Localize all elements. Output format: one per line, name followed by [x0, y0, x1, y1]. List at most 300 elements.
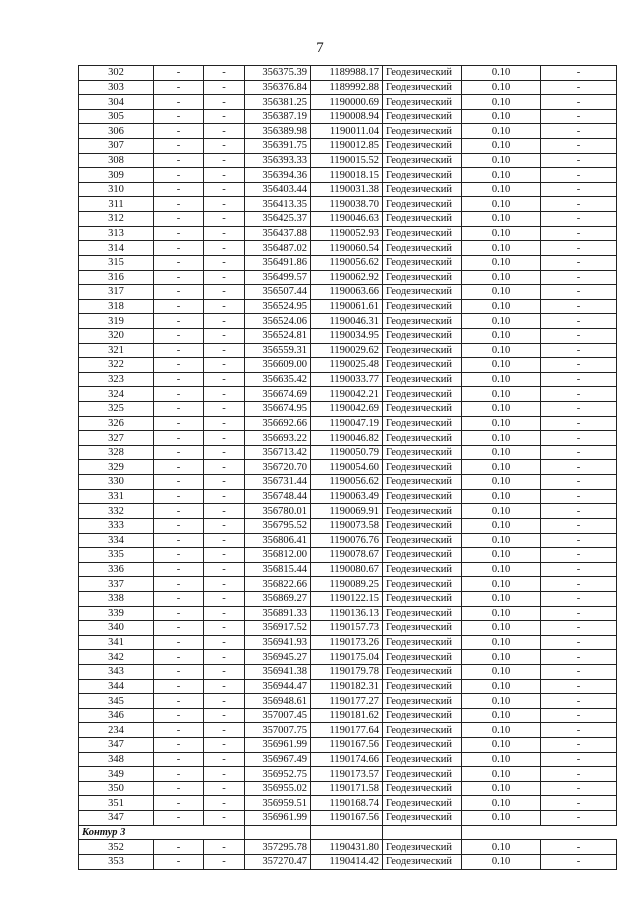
- y-coordinate-cell: 1190031.38: [311, 182, 383, 197]
- method-cell: Геодезический: [383, 811, 462, 826]
- dash-cell: -: [541, 533, 617, 548]
- dash-cell: -: [204, 518, 245, 533]
- method-cell: Геодезический: [383, 416, 462, 431]
- dash-cell: -: [154, 460, 204, 475]
- dash-cell: -: [204, 168, 245, 183]
- accuracy-cell: 0.10: [462, 168, 541, 183]
- dash-cell: -: [541, 299, 617, 314]
- table-row: [79, 80, 617, 95]
- y-coordinate-cell: 1190179.78: [311, 664, 383, 679]
- dash-cell: -: [541, 562, 617, 577]
- point-number-cell: 234: [79, 723, 154, 738]
- dash-cell: -: [541, 548, 617, 563]
- dash-cell: -: [204, 562, 245, 577]
- table-row: [79, 854, 617, 869]
- dash-cell: -: [541, 445, 617, 460]
- x-coordinate-cell: 356394.36: [245, 168, 311, 183]
- x-coordinate-cell: 356425.37: [245, 212, 311, 227]
- dash-cell: -: [154, 285, 204, 300]
- method-cell: Геодезический: [383, 475, 462, 490]
- accuracy-cell: 0.10: [462, 738, 541, 753]
- table-row: [79, 694, 617, 709]
- y-coordinate-cell: 1189988.17: [311, 66, 383, 81]
- point-number-cell: 308: [79, 153, 154, 168]
- method-cell: Геодезический: [383, 109, 462, 124]
- table-row: [79, 182, 617, 197]
- accuracy-cell: 0.10: [462, 343, 541, 358]
- x-coordinate-cell: 356815.44: [245, 562, 311, 577]
- table-row: [79, 664, 617, 679]
- dash-cell: -: [204, 460, 245, 475]
- y-coordinate-cell: 1190042.69: [311, 402, 383, 417]
- x-coordinate-cell: 356391.75: [245, 139, 311, 154]
- y-coordinate-cell: 1190157.73: [311, 621, 383, 636]
- x-coordinate-cell: 356693.22: [245, 431, 311, 446]
- method-cell: Геодезический: [383, 723, 462, 738]
- table-row: [79, 781, 617, 796]
- dash-cell: -: [154, 343, 204, 358]
- y-coordinate-cell: 1190015.52: [311, 153, 383, 168]
- y-coordinate-cell: 1190062.92: [311, 270, 383, 285]
- dash-cell: -: [541, 124, 617, 139]
- accuracy-cell: 0.10: [462, 694, 541, 709]
- y-coordinate-cell: 1190168.74: [311, 796, 383, 811]
- dash-cell: -: [204, 767, 245, 782]
- point-number-cell: 306: [79, 124, 154, 139]
- dash-cell: -: [154, 591, 204, 606]
- x-coordinate-cell: 356713.42: [245, 445, 311, 460]
- table-row: [79, 679, 617, 694]
- dash-cell: -: [541, 650, 617, 665]
- x-coordinate-cell: 356487.02: [245, 241, 311, 256]
- dash-cell: -: [154, 402, 204, 417]
- x-coordinate-cell: 356955.02: [245, 781, 311, 796]
- y-coordinate-cell: 1190047.19: [311, 416, 383, 431]
- empty-cell: [311, 825, 383, 840]
- x-coordinate-cell: 357007.45: [245, 708, 311, 723]
- dash-cell: -: [541, 577, 617, 592]
- point-number-cell: 313: [79, 226, 154, 241]
- accuracy-cell: 0.10: [462, 635, 541, 650]
- dash-cell: -: [204, 606, 245, 621]
- dash-cell: -: [154, 328, 204, 343]
- dash-cell: -: [541, 752, 617, 767]
- dash-cell: -: [541, 241, 617, 256]
- point-number-cell: 307: [79, 139, 154, 154]
- accuracy-cell: 0.10: [462, 402, 541, 417]
- dash-cell: -: [204, 723, 245, 738]
- x-coordinate-cell: 356720.70: [245, 460, 311, 475]
- method-cell: Геодезический: [383, 854, 462, 869]
- accuracy-cell: 0.10: [462, 854, 541, 869]
- x-coordinate-cell: 356609.00: [245, 358, 311, 373]
- dash-cell: -: [541, 285, 617, 300]
- dash-cell: -: [541, 694, 617, 709]
- method-cell: Геодезический: [383, 577, 462, 592]
- y-coordinate-cell: 1190175.04: [311, 650, 383, 665]
- table-row: [79, 475, 617, 490]
- point-number-cell: 348: [79, 752, 154, 767]
- table-row: [79, 460, 617, 475]
- y-coordinate-cell: 1190052.93: [311, 226, 383, 241]
- y-coordinate-cell: 1190171.58: [311, 781, 383, 796]
- dash-cell: -: [204, 358, 245, 373]
- y-coordinate-cell: 1189992.88: [311, 80, 383, 95]
- dash-cell: -: [541, 489, 617, 504]
- dash-cell: -: [541, 153, 617, 168]
- x-coordinate-cell: 356499.57: [245, 270, 311, 285]
- point-number-cell: 310: [79, 182, 154, 197]
- method-cell: Геодезический: [383, 168, 462, 183]
- method-cell: Геодезический: [383, 781, 462, 796]
- y-coordinate-cell: 1190056.62: [311, 475, 383, 490]
- method-cell: Геодезический: [383, 387, 462, 402]
- dash-cell: -: [204, 299, 245, 314]
- x-coordinate-cell: 356381.25: [245, 95, 311, 110]
- table-row: [79, 533, 617, 548]
- dash-cell: -: [541, 664, 617, 679]
- accuracy-cell: 0.10: [462, 124, 541, 139]
- method-cell: Геодезический: [383, 708, 462, 723]
- method-cell: Геодезический: [383, 445, 462, 460]
- accuracy-cell: 0.10: [462, 445, 541, 460]
- y-coordinate-cell: 1190069.91: [311, 504, 383, 519]
- y-coordinate-cell: 1190061.61: [311, 299, 383, 314]
- x-coordinate-cell: 356491.86: [245, 255, 311, 270]
- point-number-cell: 352: [79, 840, 154, 855]
- point-number-cell: 344: [79, 679, 154, 694]
- dash-cell: -: [204, 314, 245, 329]
- dash-cell: -: [204, 285, 245, 300]
- x-coordinate-cell: 356812.00: [245, 548, 311, 563]
- dash-cell: -: [541, 635, 617, 650]
- point-number-cell: 349: [79, 767, 154, 782]
- x-coordinate-cell: 356674.95: [245, 402, 311, 417]
- dash-cell: -: [154, 416, 204, 431]
- y-coordinate-cell: 1190033.77: [311, 372, 383, 387]
- dash-cell: -: [204, 752, 245, 767]
- table-row: [79, 314, 617, 329]
- coordinates-table: [78, 65, 617, 870]
- dash-cell: -: [204, 577, 245, 592]
- accuracy-cell: 0.10: [462, 80, 541, 95]
- table-row: [79, 328, 617, 343]
- table-row: [79, 752, 617, 767]
- method-cell: Геодезический: [383, 139, 462, 154]
- point-number-cell: 346: [79, 708, 154, 723]
- accuracy-cell: 0.10: [462, 577, 541, 592]
- method-cell: Геодезический: [383, 372, 462, 387]
- y-coordinate-cell: 1190089.25: [311, 577, 383, 592]
- method-cell: Геодезический: [383, 328, 462, 343]
- table-row: [79, 197, 617, 212]
- table-row: [79, 431, 617, 446]
- y-coordinate-cell: 1190080.67: [311, 562, 383, 577]
- dash-cell: -: [204, 475, 245, 490]
- accuracy-cell: 0.10: [462, 460, 541, 475]
- accuracy-cell: 0.10: [462, 708, 541, 723]
- y-coordinate-cell: 1190034.95: [311, 328, 383, 343]
- accuracy-cell: 0.10: [462, 475, 541, 490]
- y-coordinate-cell: 1190078.67: [311, 548, 383, 563]
- table-row: [79, 562, 617, 577]
- point-number-cell: 314: [79, 241, 154, 256]
- method-cell: Геодезический: [383, 95, 462, 110]
- table-row: [79, 621, 617, 636]
- table-row: [79, 738, 617, 753]
- table-row: [79, 445, 617, 460]
- y-coordinate-cell: 1190038.70: [311, 197, 383, 212]
- accuracy-cell: 0.10: [462, 372, 541, 387]
- table-row: [79, 650, 617, 665]
- table-row: [79, 124, 617, 139]
- table-row: [79, 606, 617, 621]
- dash-cell: -: [154, 475, 204, 490]
- y-coordinate-cell: 1190122.15: [311, 591, 383, 606]
- accuracy-cell: 0.10: [462, 270, 541, 285]
- point-number-cell: 316: [79, 270, 154, 285]
- dash-cell: -: [204, 343, 245, 358]
- dash-cell: -: [204, 591, 245, 606]
- point-number-cell: 328: [79, 445, 154, 460]
- dash-cell: -: [154, 577, 204, 592]
- dash-cell: -: [541, 358, 617, 373]
- point-number-cell: 342: [79, 650, 154, 665]
- dash-cell: -: [154, 811, 204, 826]
- y-coordinate-cell: 1190054.60: [311, 460, 383, 475]
- point-number-cell: 320: [79, 328, 154, 343]
- dash-cell: -: [541, 109, 617, 124]
- y-coordinate-cell: 1190042.21: [311, 387, 383, 402]
- dash-cell: -: [154, 124, 204, 139]
- accuracy-cell: 0.10: [462, 139, 541, 154]
- point-number-cell: 305: [79, 109, 154, 124]
- method-cell: Геодезический: [383, 752, 462, 767]
- table-row: [79, 518, 617, 533]
- dash-cell: -: [204, 241, 245, 256]
- dash-cell: -: [154, 548, 204, 563]
- point-number-cell: 325: [79, 402, 154, 417]
- point-number-cell: 350: [79, 781, 154, 796]
- dash-cell: -: [541, 708, 617, 723]
- table-row: [79, 139, 617, 154]
- dash-cell: -: [204, 679, 245, 694]
- method-cell: Геодезический: [383, 358, 462, 373]
- accuracy-cell: 0.10: [462, 66, 541, 81]
- dash-cell: -: [204, 533, 245, 548]
- point-number-cell: 334: [79, 533, 154, 548]
- method-cell: Геодезический: [383, 621, 462, 636]
- point-number-cell: 311: [79, 197, 154, 212]
- dash-cell: -: [541, 679, 617, 694]
- dash-cell: -: [541, 212, 617, 227]
- dash-cell: -: [541, 781, 617, 796]
- accuracy-cell: 0.10: [462, 182, 541, 197]
- x-coordinate-cell: 356387.19: [245, 109, 311, 124]
- accuracy-cell: 0.10: [462, 328, 541, 343]
- page-number: 7: [316, 40, 324, 56]
- table-row: [79, 504, 617, 519]
- table-row: [79, 255, 617, 270]
- point-number-cell: 332: [79, 504, 154, 519]
- accuracy-cell: 0.10: [462, 562, 541, 577]
- accuracy-cell: 0.10: [462, 650, 541, 665]
- y-coordinate-cell: 1190056.62: [311, 255, 383, 270]
- accuracy-cell: 0.10: [462, 606, 541, 621]
- accuracy-cell: 0.10: [462, 518, 541, 533]
- dash-cell: -: [541, 591, 617, 606]
- dash-cell: -: [154, 372, 204, 387]
- accuracy-cell: 0.10: [462, 489, 541, 504]
- x-coordinate-cell: 356961.99: [245, 811, 311, 826]
- dash-cell: -: [204, 489, 245, 504]
- point-number-cell: 340: [79, 621, 154, 636]
- y-coordinate-cell: 1190046.63: [311, 212, 383, 227]
- point-number-cell: 333: [79, 518, 154, 533]
- y-coordinate-cell: 1190046.31: [311, 314, 383, 329]
- dash-cell: -: [154, 182, 204, 197]
- x-coordinate-cell: 356375.39: [245, 66, 311, 81]
- x-coordinate-cell: 356413.35: [245, 197, 311, 212]
- point-number-cell: 338: [79, 591, 154, 606]
- point-number-cell: 339: [79, 606, 154, 621]
- table-row: [79, 708, 617, 723]
- accuracy-cell: 0.10: [462, 664, 541, 679]
- table-row: [79, 387, 617, 402]
- y-coordinate-cell: 1190008.94: [311, 109, 383, 124]
- accuracy-cell: 0.10: [462, 197, 541, 212]
- dash-cell: -: [154, 694, 204, 709]
- method-cell: Геодезический: [383, 840, 462, 855]
- dash-cell: -: [154, 66, 204, 81]
- point-number-cell: 341: [79, 635, 154, 650]
- dash-cell: -: [204, 402, 245, 417]
- accuracy-cell: 0.10: [462, 840, 541, 855]
- table-row: [79, 577, 617, 592]
- accuracy-cell: 0.10: [462, 314, 541, 329]
- x-coordinate-cell: 356917.52: [245, 621, 311, 636]
- dash-cell: -: [541, 168, 617, 183]
- method-cell: Геодезический: [383, 504, 462, 519]
- dash-cell: -: [154, 781, 204, 796]
- table-row: [79, 796, 617, 811]
- dash-cell: -: [154, 533, 204, 548]
- table-row: [79, 270, 617, 285]
- dash-cell: -: [204, 197, 245, 212]
- table-row: [79, 811, 617, 826]
- dash-cell: -: [154, 314, 204, 329]
- table-row: [79, 767, 617, 782]
- dash-cell: -: [154, 767, 204, 782]
- accuracy-cell: 0.10: [462, 752, 541, 767]
- point-number-cell: 347: [79, 738, 154, 753]
- empty-cell: [383, 825, 462, 840]
- dash-cell: -: [541, 314, 617, 329]
- accuracy-cell: 0.10: [462, 621, 541, 636]
- y-coordinate-cell: 1190029.62: [311, 343, 383, 358]
- table-row: [79, 168, 617, 183]
- dash-cell: -: [154, 387, 204, 402]
- dash-cell: -: [541, 197, 617, 212]
- point-number-cell: 335: [79, 548, 154, 563]
- dash-cell: -: [154, 518, 204, 533]
- dash-cell: -: [154, 139, 204, 154]
- dash-cell: -: [541, 723, 617, 738]
- point-number-cell: 315: [79, 255, 154, 270]
- accuracy-cell: 0.10: [462, 811, 541, 826]
- table-row: [79, 416, 617, 431]
- point-number-cell: 330: [79, 475, 154, 490]
- method-cell: Геодезический: [383, 738, 462, 753]
- x-coordinate-cell: 356945.27: [245, 650, 311, 665]
- dash-cell: -: [154, 796, 204, 811]
- method-cell: Геодезический: [383, 591, 462, 606]
- x-coordinate-cell: 356389.98: [245, 124, 311, 139]
- dash-cell: -: [154, 109, 204, 124]
- y-coordinate-cell: 1190011.04: [311, 124, 383, 139]
- x-coordinate-cell: 356376.84: [245, 80, 311, 95]
- method-cell: Геодезический: [383, 533, 462, 548]
- point-number-cell: 317: [79, 285, 154, 300]
- dash-cell: -: [541, 182, 617, 197]
- dash-cell: -: [154, 270, 204, 285]
- dash-cell: -: [204, 372, 245, 387]
- accuracy-cell: 0.10: [462, 416, 541, 431]
- x-coordinate-cell: 356795.52: [245, 518, 311, 533]
- dash-cell: -: [541, 416, 617, 431]
- method-cell: Геодезический: [383, 255, 462, 270]
- dash-cell: -: [204, 328, 245, 343]
- x-coordinate-cell: 356869.27: [245, 591, 311, 606]
- y-coordinate-cell: 1190173.57: [311, 767, 383, 782]
- x-coordinate-cell: 356507.44: [245, 285, 311, 300]
- dash-cell: -: [204, 66, 245, 81]
- dash-cell: -: [541, 811, 617, 826]
- y-coordinate-cell: 1190046.82: [311, 431, 383, 446]
- dash-cell: -: [204, 182, 245, 197]
- y-coordinate-cell: 1190181.62: [311, 708, 383, 723]
- accuracy-cell: 0.10: [462, 533, 541, 548]
- method-cell: Геодезический: [383, 767, 462, 782]
- method-cell: Геодезический: [383, 489, 462, 504]
- accuracy-cell: 0.10: [462, 796, 541, 811]
- method-cell: Геодезический: [383, 80, 462, 95]
- method-cell: Геодезический: [383, 241, 462, 256]
- point-number-cell: 304: [79, 95, 154, 110]
- dash-cell: -: [154, 840, 204, 855]
- y-coordinate-cell: 1190414.42: [311, 854, 383, 869]
- dash-cell: -: [154, 95, 204, 110]
- point-number-cell: 351: [79, 796, 154, 811]
- method-cell: Геодезический: [383, 679, 462, 694]
- table-row: [79, 591, 617, 606]
- accuracy-cell: 0.10: [462, 548, 541, 563]
- table-row: [79, 402, 617, 417]
- accuracy-cell: 0.10: [462, 387, 541, 402]
- accuracy-cell: 0.10: [462, 109, 541, 124]
- dash-cell: -: [541, 372, 617, 387]
- x-coordinate-cell: 357270.47: [245, 854, 311, 869]
- dash-cell: -: [541, 460, 617, 475]
- dash-cell: -: [204, 124, 245, 139]
- dash-cell: -: [154, 241, 204, 256]
- table-row: [79, 226, 617, 241]
- table-row: [79, 723, 617, 738]
- x-coordinate-cell: 356941.38: [245, 664, 311, 679]
- x-coordinate-cell: 356748.44: [245, 489, 311, 504]
- dash-cell: -: [541, 343, 617, 358]
- point-number-cell: 337: [79, 577, 154, 592]
